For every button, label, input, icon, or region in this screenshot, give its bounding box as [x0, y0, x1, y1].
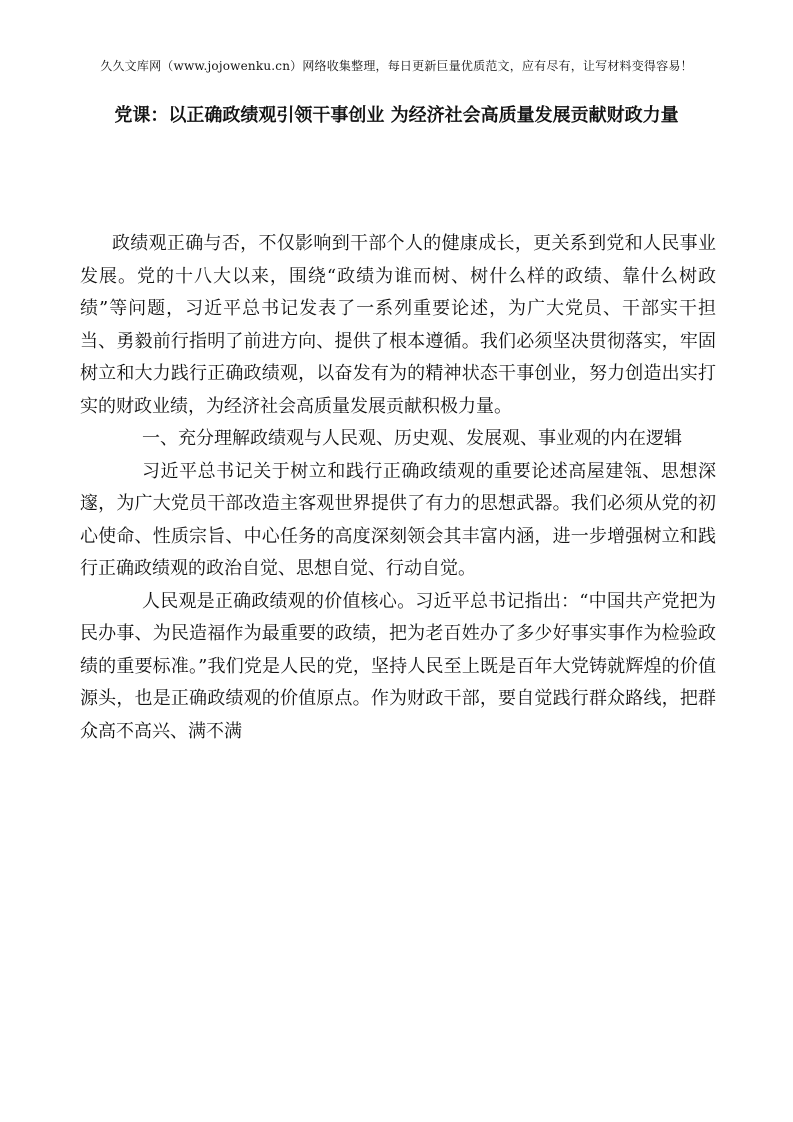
- document-body: [80, 228, 716, 748]
- paragraph-people-view: 人民观是正确政绩观的价值核心。习近平总书记指出：“中国共产党把为民办事、为民造福作为最重要的政绩，把为老百姓办了多少好事实事作为检验政绩的重要标准。”我们党是人民的党，坚持人民至上既是百年大党铸就辉煌的价值源头，也是正确政绩观的价值原点。作为财政干部，要自觉践行群众路线，把群众高不高兴、满不满: [80, 590, 716, 742]
- header-note: 久久文库网（www.jojowenku.cn）网络收集整理，每日更新巨量优质范文，应有尽有，让写材料变得容易！: [100, 59, 693, 73]
- paragraph-section-1: 习近平总书记关于树立和践行正确政绩观的重要论述高屋建瓴、思想深邃，为广大党员干部改造主客观世界提供了有力的思想武器。我们必须从党的初心使命、性质宗旨、中心任务的高度深刻领会其丰富内涵，进一步增强树立和践行正确政绩观的政治自觉、思想自觉、行动自觉。: [80, 460, 716, 579]
- page-title: 党课：以正确政绩观引领干事创业 为经济社会高质量发展贡献财政力量: [114, 105, 679, 126]
- section-heading-1: 一、充分理解政绩观与人民观、历史观、发展观、事业观的内在逻辑: [142, 428, 682, 449]
- paragraph-intro: 政绩观正确与否，不仅影响到干部个人的健康成长，更关系到党和人民事业发展。党的十八大以来，围绕“政绩为谁而树、树什么样的政绩、靠什么树政绩”等问题，习近平总书记发表了一系列重要论述，为广大党员、干部实干担当、勇毅前行指明了前进方向、提供了根本遵循。我们必须坚决贯彻落实，牢固树立和大力践行正确政绩观，以奋发有为的精神状态干事创业，努力创造出实打实的财政业绩，为经济社会高质量发展贡献积极力量。: [80, 233, 716, 417]
